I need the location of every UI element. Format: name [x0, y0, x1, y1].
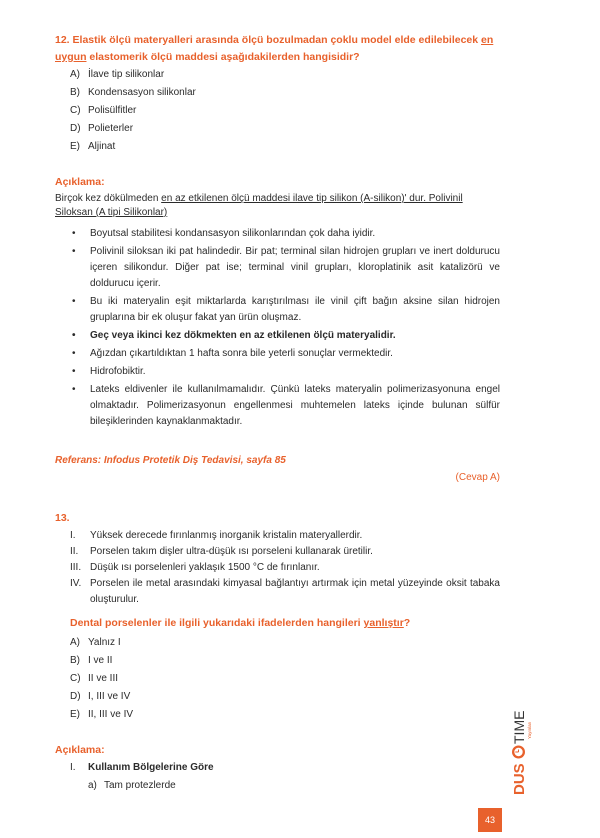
option-c[interactable]: C) II ve III: [70, 673, 119, 684]
list-item: IV. Porselen ile metal arasındaki kimyasal bağlantıyı artırmak için metal yüzeyinde oksit tabaka oluşturulur.: [70, 578, 500, 605]
explanation-intro: Birçok kez dökülmeden en az etkilenen ölçü maddesi ilave tip silikon (A-silikon)' dur. Polivinil Siloksan (A tipi Silikonlar): [55, 193, 463, 218]
question-13-number: 13.: [55, 512, 70, 524]
list-item: • Ağızdan çıkartıldıktan 1 hafta sonra bile yeterli sonuçlar vermektedir.: [70, 346, 500, 362]
option-e[interactable]: E) Aljinat: [70, 141, 116, 152]
list-item: • Boyutsal stabilitesi kondansasyon silikonlarından çok daha iyidir.: [70, 226, 500, 242]
brand-right: TIME: [511, 710, 527, 744]
question-number: 12.: [55, 34, 70, 46]
sub-item: a) Tam protezlerde: [88, 780, 176, 791]
option-a[interactable]: A) Yalnız I: [70, 637, 121, 648]
answer-label: (Cevap A): [455, 472, 500, 483]
list-item: • Hidrofobiktir.: [70, 364, 500, 380]
option-c[interactable]: C) Polisülfitler: [70, 105, 137, 116]
explanation-heading: Açıklama:: [55, 744, 105, 756]
emphasis-underline: yanlıştır: [363, 617, 404, 629]
page-number: 43: [478, 808, 502, 832]
list-item: • Geç veya ikinci kez dökmekten en az etkilenen ölçü materyalidir.: [70, 328, 500, 344]
question-12-title: 12. Elastik ölçü materyalleri arasında ölçü bozulmadan çoklu model elde edilebilecek en uygun elastomerik ölçü maddesi aşağıdakilerden hangisidir?: [55, 34, 494, 63]
option-b[interactable]: B) Kondensasyon silikonlar: [70, 87, 196, 98]
statements-list: [70, 528, 500, 608]
option-e[interactable]: E) II, III ve IV: [70, 709, 134, 720]
brand-left: DUS: [511, 763, 528, 795]
list-item: II. Porselen takım dişler ultra-düşük ısı porseleni kullanarak üretilir.: [70, 546, 373, 557]
list-item: • Lateks eldivenler ile kullanılmamalıdır. Çünkü lateks materyalin polimerizasyonuna engel olmaktadır. Polimerizasyonun engellenmesi muhtemelen lateks içinde bulunan sülfür bileşiklerinden kaynaklanmaktadır.: [70, 382, 500, 430]
option-b[interactable]: B) I ve II: [70, 655, 113, 666]
option-a[interactable]: A) İlave tip silikonlar: [70, 69, 165, 80]
list-item: I. Yüksek derecede fırınlanmış inorganik kristalin materyallerdir.: [70, 530, 363, 541]
sub-heading: I. Kullanım Bölgelerine Göre: [70, 762, 214, 773]
reference: Referans: Infodus Protetik Diş Tedavisi, sayfa 85: [55, 455, 286, 466]
brand-logo: [506, 703, 536, 795]
list-item: • Bu iki materyalin eşit miktarlarda karıştırılması ile vinil çift bağın aksine silan hidrojen gruplarına bir ek oluşur fakat yan ürün oluşmaz.: [70, 294, 500, 326]
explanation-heading: Açıklama:: [55, 176, 105, 188]
explanation-bullets: [70, 226, 500, 432]
option-d[interactable]: D) I, III ve IV: [70, 691, 131, 702]
question-13-title: Dental porselenler ile ilgili yukarıdaki ifadelerden hangileri yanlıştır?: [70, 617, 411, 629]
emphasis-underline: en uygun: [55, 34, 494, 63]
option-d[interactable]: D) Polieterler: [70, 123, 134, 134]
brand-small: Yayınları: [527, 721, 532, 739]
list-item: • Polivinil siloksan iki pat halindedir. Bir pat; terminal silan hidrojen grupları ve inert doldurucu içeren silikondur. Diğer pat ise; terminal vinil grupları, kloroplatinik asit katalizörü ve doldurucu içerir.: [70, 244, 500, 292]
list-item: III. Düşük ısı porselenleri yaklaşık 1500 °C de fırınlanır.: [70, 562, 320, 573]
